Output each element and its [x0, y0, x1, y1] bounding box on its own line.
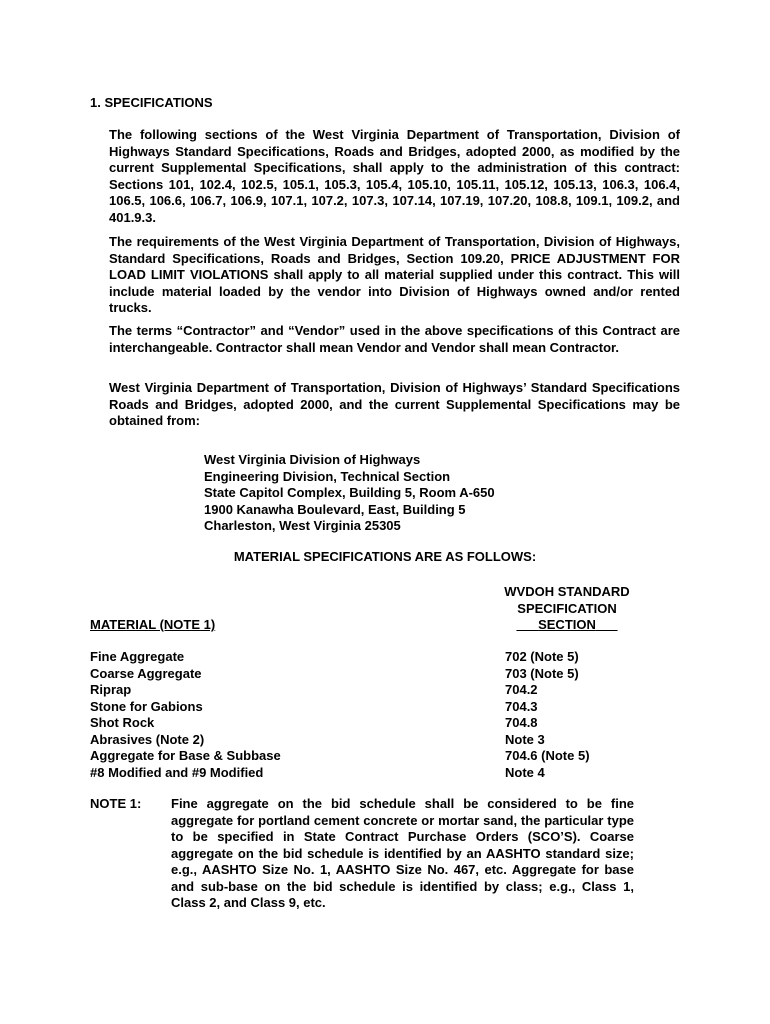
material-name: Coarse Aggregate: [90, 665, 202, 681]
material-name: Fine Aggregate: [90, 649, 185, 664]
note1-label: NOTE 1:: [90, 796, 142, 811]
material-name: #8 Modified and #9 Modified: [90, 764, 264, 780]
material-section: 702 (Note 5): [505, 649, 579, 664]
column-header-section: [497, 584, 637, 634]
materials-title: MATERIAL SPECIFICATIONS ARE AS FOLLOWS:: [233, 549, 537, 564]
paragraph-obtain-from: West Virginia Department of Transportation, Division of Highways’ Standard Specifications Roads and Bridges, adopted 2000, and the current Supplemental Specifications may be obtained from:: [109, 380, 680, 428]
table-row: [90, 765, 690, 782]
address-block: [204, 452, 495, 535]
note1-text: Fine aggregate on the bid schedule shall be considered to be fine aggregate for portland cement concrete or mortar sand, the particular type to be specified in State Contract Purchase Orders (SCO’S). Coarse aggregate on the bid schedule is identified by an AASHTO standard size; e.g., AASHTO Size No. 1, AASHTO Size No. 467, etc. Aggregate for base and sub-base on the bid schedule is identified by class; e.g., Class 1, Class 2, and Class 9, etc.: [171, 796, 634, 910]
material-section: 704.6 (Note 5): [505, 748, 590, 763]
paragraph-sections: The following sections of the West Virginia Department of Transportation, Division of Highways Standard Specifications, Roads and Bridges, adopted 2000, as modified by the current Supplemental Specifications, shall apply to the administration of this contract: Sections 101, 102.4, 102.5, 105.1, 105.3, 105.4, 105.10, 105.11, 105.12, 105.13, 106.3, 106.4, 106.5, 106.6, 106.7, 106.9, 107.1, 107.2, 107.3, 107.14, 107.19, 107.20, 108.8, 109.1, 109.2, and 401.9.3.: [109, 127, 680, 225]
address-line: State Capitol Complex, Building 5, Room A-650: [204, 485, 495, 500]
column-header-line: WVDOH STANDARD: [504, 584, 630, 599]
material-name: Stone for Gabions: [90, 698, 203, 714]
table-row: [90, 732, 690, 749]
material-section: 704.3: [505, 698, 538, 714]
material-section: Note 4: [505, 764, 545, 780]
material-name: Abrasives (Note 2): [90, 731, 205, 747]
material-section: Note 3: [505, 731, 545, 747]
material-name: Shot Rock: [90, 715, 155, 730]
column-header-line: SPECIFICATION: [517, 600, 617, 616]
material-name: Riprap: [90, 682, 132, 697]
table-row: [90, 682, 690, 699]
column-header-material: MATERIAL (NOTE 1): [90, 617, 216, 632]
table-row: [90, 699, 690, 716]
table-row: [90, 649, 690, 666]
materials-table: [90, 649, 690, 781]
material-section: 704.2: [505, 682, 538, 697]
material-section: 703 (Note 5): [505, 665, 579, 681]
address-line: Engineering Division, Technical Section: [204, 468, 451, 484]
address-line: Charleston, West Virginia 25305: [204, 518, 401, 533]
paragraph-price-adjustment: The requirements of the West Virginia Department of Transportation, Division of Highways, Standard Specifications, Roads and Bridges, Section 109.20, PRICE ADJUSTMENT FOR LOAD LIMIT VIOLATIONS shall apply to all material supplied under this contract. This will include material loaded by the vendor into Division of Highways owned and/or rented trucks.: [109, 234, 680, 315]
material-section: 704.8: [505, 715, 538, 730]
section-heading: 1. SPECIFICATIONS: [90, 95, 213, 110]
material-name: Aggregate for Base & Subbase: [90, 748, 281, 763]
column-header-line: SECTION: [538, 617, 596, 632]
table-row: [90, 715, 690, 732]
address-line: West Virginia Division of Highways: [204, 452, 421, 467]
table-row: [90, 666, 690, 683]
paragraph-terms: The terms “Contractor” and “Vendor” used in the above specifications of this Contract are interchangeable. Contractor shall mean Vendor and Vendor shall mean Contractor.: [109, 323, 680, 355]
address-line: 1900 Kanawha Boulevard, East, Building 5: [204, 501, 466, 517]
table-row: [90, 748, 690, 765]
